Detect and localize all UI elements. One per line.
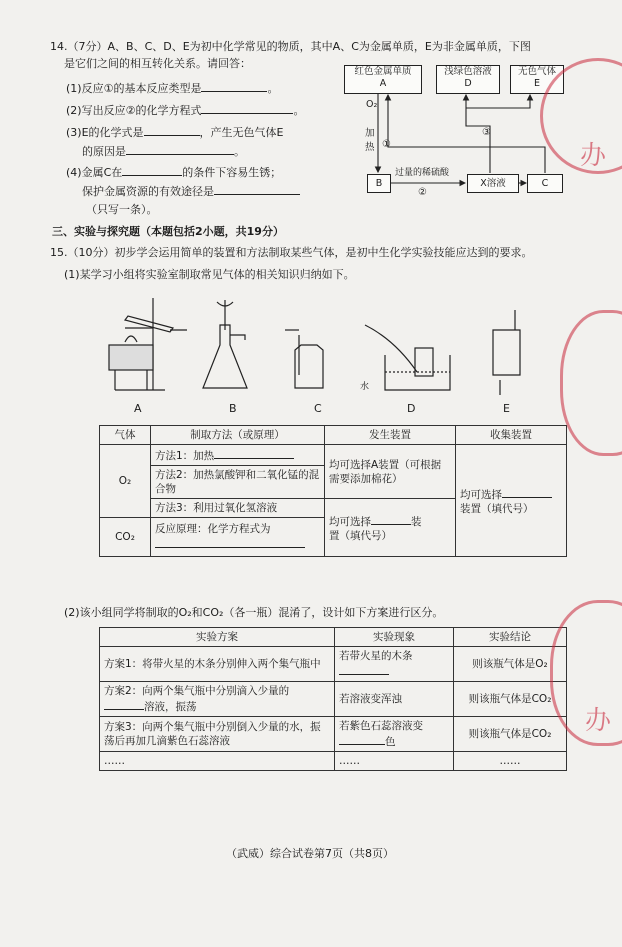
box-d-letter: D: [464, 78, 472, 89]
answer-blank[interactable]: [502, 486, 552, 498]
cell-etc2: ……: [335, 752, 454, 771]
q14-line1: [66, 80, 278, 96]
apparatus-label-b: B: [229, 402, 237, 415]
cell-phen3: [335, 717, 454, 752]
stamp-char: 办: [585, 706, 612, 736]
apparatus-label-a: A: [134, 402, 142, 415]
label-r1: ①: [382, 139, 391, 150]
cell-gen2: [325, 499, 456, 557]
q14-line4-text: (4)金属C在: [66, 166, 123, 179]
cell-concl3: 则该瓶气体是CO₂: [454, 717, 567, 752]
collect-text1: 均可选择: [460, 488, 502, 501]
cell-method4: [151, 518, 325, 557]
answer-blank[interactable]: [104, 698, 144, 710]
box-a-letter: A: [379, 78, 387, 89]
box-a-label: 红色金属单质: [354, 66, 412, 77]
gen2-text1: 均可选择: [329, 515, 371, 528]
punct: 。: [234, 145, 245, 158]
plan2-text2: 溶液，振荡: [144, 701, 197, 713]
box-e-label: 无色气体: [517, 66, 556, 77]
answer-blank[interactable]: [201, 102, 293, 114]
phen3-text2: 色: [385, 736, 396, 748]
q14-head: 14.（7分）A、B、C、D、E为初中化学常见的物质，其中A、C为金属单质，E为非金属单质，下图: [50, 40, 531, 53]
table-header-row: [100, 628, 567, 647]
cell-plan2: [100, 682, 335, 717]
cell-etc1: ……: [100, 752, 335, 771]
q14-head2: 是它们之间的相互转化关系。请回答：: [64, 57, 251, 70]
th-generator: 发生装置: [325, 426, 456, 445]
table-row: [100, 682, 567, 717]
cell-method1: [151, 445, 325, 466]
answer-blank[interactable]: [371, 513, 411, 525]
q14-line3: [66, 124, 284, 140]
cell-collect: [456, 445, 567, 557]
apparatus-drawings: [95, 290, 545, 400]
cell-plan3: 方案3：向两个集气瓶中分别倒入少量的水，振荡后再加几滴紫色石蕊溶液: [100, 717, 335, 752]
section-three-title: 三、实验与探究题（本题包括2小题，共19分）: [52, 225, 284, 238]
q14-line4-text3: 保护金属资源的有效途径是: [82, 185, 214, 198]
cell-concl1: 则该瓶气体是O₂: [454, 647, 567, 682]
th-conclusion: 实验结论: [454, 628, 567, 647]
th-phenomenon: 实验现象: [335, 628, 454, 647]
q14-line2-text: (2)写出反应②的化学方程式: [66, 104, 202, 117]
q14-line3-text3: 的原因是: [82, 145, 126, 158]
th-collector: 收集装置: [456, 426, 567, 445]
label-r2: ②: [418, 187, 427, 198]
q14-line4-text2: 的条件下容易生锈；: [182, 166, 282, 179]
answer-blank[interactable]: [339, 663, 389, 675]
collect-text2: 装置（填代号）: [460, 502, 534, 515]
th-method: 制取方法（或原理）: [151, 426, 325, 445]
red-seal-stamp: [560, 310, 622, 456]
answer-blank[interactable]: [126, 143, 234, 155]
cell-concl2: 则该瓶气体是CO₂: [454, 682, 567, 717]
method1-text: 方法1：加热: [155, 450, 215, 462]
answer-blank[interactable]: [339, 733, 385, 745]
label-heat1: 加: [365, 128, 375, 139]
answer-blank[interactable]: [122, 164, 182, 176]
gen2-text3: 置（填代号）: [329, 529, 392, 542]
cell-etc3: ……: [454, 752, 567, 771]
q14-line4c: （只写一条）。: [86, 203, 158, 216]
plan2-text: 方案2：向两个集气瓶中分别滴入少量的: [104, 685, 290, 697]
answer-blank[interactable]: [155, 536, 305, 548]
page-footer: （武威）综合试卷第7页（共8页）: [226, 847, 394, 860]
punct: 。: [293, 104, 305, 117]
th-plan: 实验方案: [100, 628, 335, 647]
table-header-row: [100, 426, 567, 445]
cell-plan1: 方案1：将带火星的木条分别伸入两个集气瓶中: [100, 647, 335, 682]
water-label: 水: [360, 382, 370, 392]
label-heat2: 热: [365, 142, 375, 153]
box-e-letter: E: [533, 78, 540, 89]
label-acid: 过量的稀硫酸: [395, 168, 450, 178]
table-row: [100, 445, 567, 466]
cell-gen1: 均可选择A装置（可根据需要添加棉花）: [325, 445, 456, 499]
apparatus-label-c: C: [314, 402, 322, 415]
box-d-label: 浅绿色溶液: [444, 66, 492, 77]
cell-phen1: [335, 647, 454, 682]
gas-prep-table: [99, 425, 567, 557]
q14-line2: [66, 102, 304, 118]
table-row: [100, 717, 567, 752]
table-row: [100, 752, 567, 771]
table-row: [100, 647, 567, 682]
q15-head: 15.（10分）初步学会运用简单的装置和方法制取某些气体，是初中生化学实验技能应达到的要求。: [50, 246, 533, 259]
cell-o2: O₂: [100, 445, 151, 518]
answer-blank[interactable]: [201, 80, 267, 92]
q15-part1: (1)某学习小组将实验室制取常见气体的相关知识归纳如下。: [64, 268, 355, 281]
answer-blank[interactable]: [214, 183, 300, 195]
box-c: C: [527, 174, 563, 193]
phen1-text: 若带火星的木条: [339, 650, 413, 662]
phen3-text: 若紫色石蕊溶液变: [339, 720, 423, 732]
q14-line4: [66, 164, 281, 180]
box-x: X溶液: [467, 174, 519, 193]
cell-method2: 方法2：加热氯酸钾和二氧化锰的混合物: [151, 466, 325, 499]
apparatus-label-e: E: [503, 402, 510, 415]
q14-line3-text2: ，产生无色气体E: [199, 126, 284, 139]
q15-part2: (2)该小组同学将制取的O₂和CO₂（各一瓶）混淆了，设计如下方案进行区分。: [64, 606, 444, 619]
cell-phen2: 若溶液变浑浊: [335, 682, 454, 717]
q14-line3b: [82, 143, 245, 159]
method4-text: 反应原理：化学方程式为: [155, 523, 271, 535]
distinguish-table: [99, 627, 567, 771]
label-r3: ③: [482, 127, 491, 138]
cell-co2: CO₂: [100, 518, 151, 557]
punct: 。: [267, 82, 279, 95]
stamp-char: 办: [580, 141, 607, 171]
th-gas: 气体: [100, 426, 151, 445]
apparatus-label-d: D: [407, 402, 416, 415]
q14-line1-text: (1)反应①的基本反应类型是: [66, 82, 202, 95]
q14-line3-text: (3)E的化学式是: [66, 126, 144, 139]
cell-method3: 方法3：利用过氧化氢溶液: [151, 499, 325, 518]
q14-line4b: [82, 183, 300, 199]
box-b: B: [367, 174, 391, 193]
answer-blank[interactable]: [144, 124, 200, 136]
label-o2: O₂: [366, 99, 378, 110]
gen2-text2: 装: [411, 515, 422, 528]
answer-blank[interactable]: [214, 447, 294, 459]
